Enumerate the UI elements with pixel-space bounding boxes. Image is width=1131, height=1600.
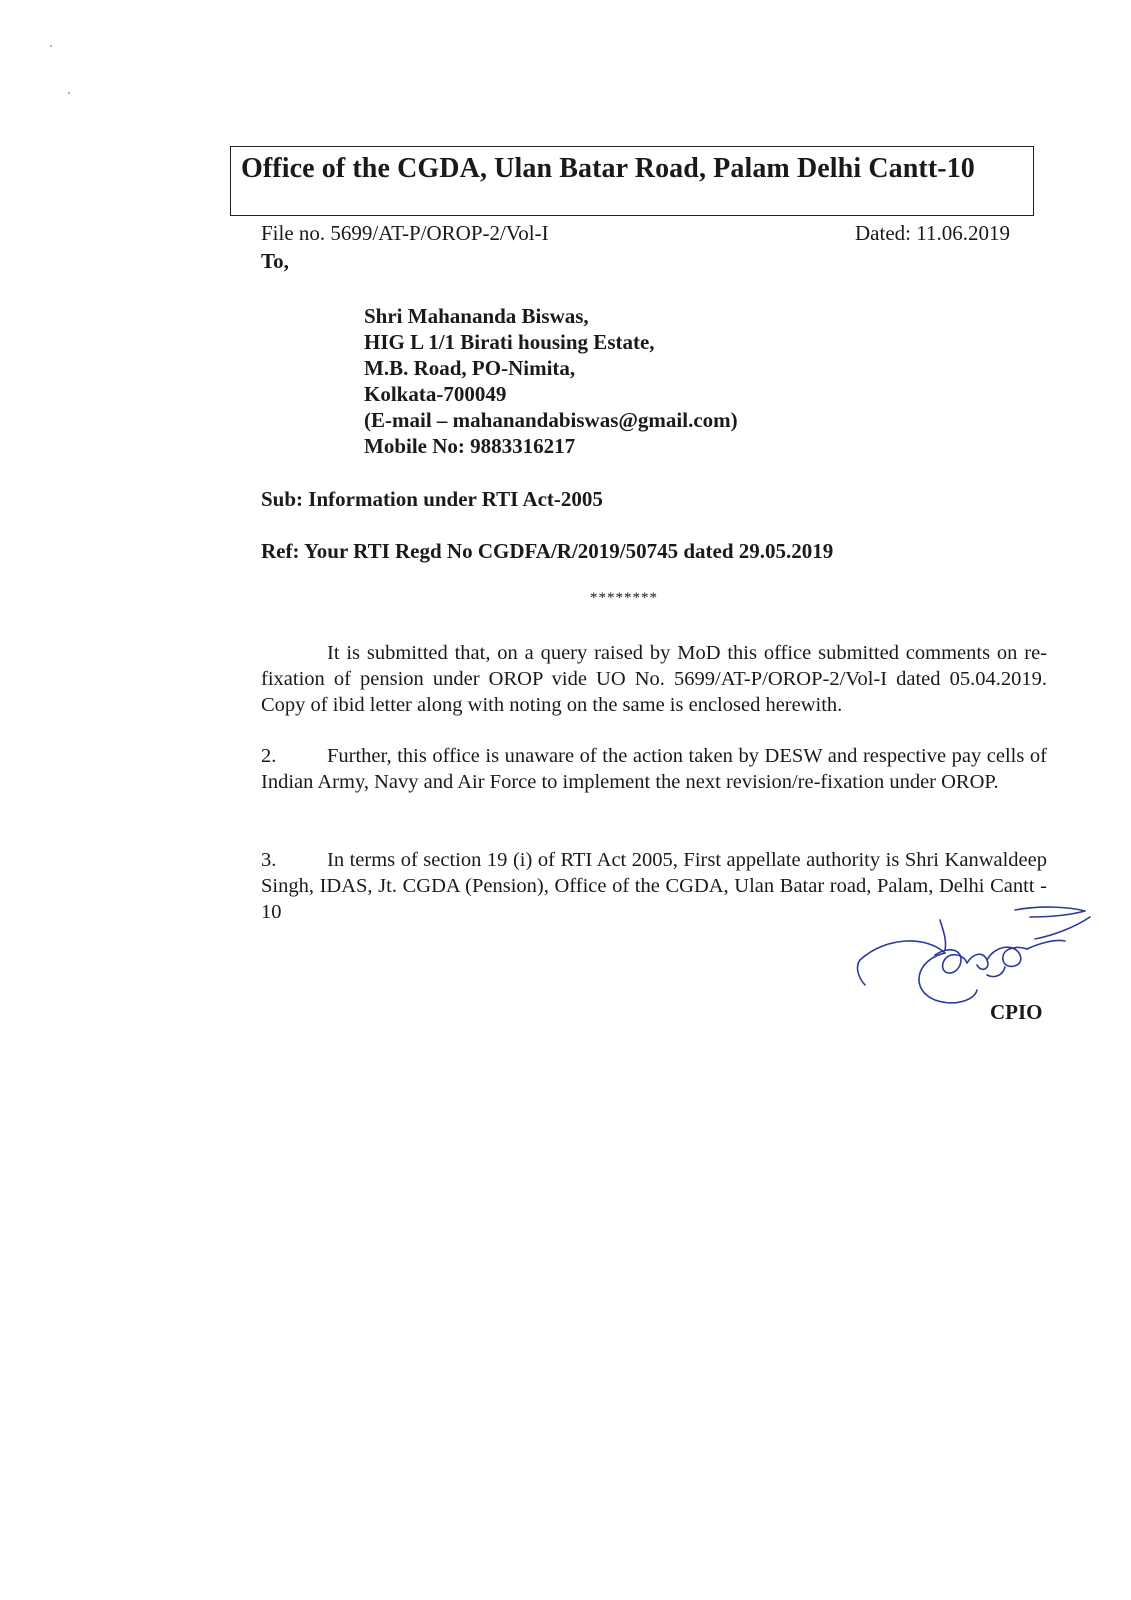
letter-date: Dated: 11.06.2019 — [855, 221, 1010, 245]
paragraph-text: Further, this office is unaware of the action taken by DESW and respective pay cells of Indian Army, Navy and Air Force to implement the next revision/re-fixation under OROP. — [261, 745, 1047, 793]
recipient-address — [364, 303, 738, 459]
file-number: File no. 5699/AT-P/OROP-2/Vol-I — [261, 221, 549, 245]
recipient-mobile: Mobile No: 9883316217 — [364, 434, 576, 458]
subject-line: Sub: Information under RTI Act-2005 — [261, 487, 603, 511]
scan-speck — [68, 92, 70, 94]
paragraph-text: In terms of section 19 (i) of RTI Act 2005, First appellate authority is Shri Kanwaldeep Singh, IDAS, Jt. CGDA (Pension), Office of the CGDA, Ulan Batar road, Palam, Delhi Cantt - 10 — [261, 849, 1047, 923]
body-paragraph-1: It is submitted that, on a query raised by MoD this office submitted comments on re-fixation of pension under OROP vide UO No. 5699/AT-P/OROP-2/Vol-I dated 05.04.2019. Copy of ibid letter along with noting on the same is enclosed herewith. — [261, 642, 1047, 716]
recipient-address-line: HIG L 1/1 Birati housing Estate, — [364, 330, 655, 354]
recipient-address-line: M.B. Road, PO-Nimita, — [364, 356, 576, 380]
handwritten-signature — [855, 905, 1095, 1015]
recipient-name: Shri Mahananda Biswas, — [364, 304, 589, 328]
asterisk-separator: ******** — [590, 590, 658, 606]
body-paragraph-2 — [261, 743, 1047, 795]
salutation-to: To, — [261, 249, 289, 273]
letterhead-box — [230, 146, 1034, 216]
letterhead-title: Office of the CGDA, Ulan Batar Road, Palam Delhi Cantt-10 — [241, 153, 975, 184]
signatory-designation: CPIO — [990, 1000, 1043, 1024]
paragraph-number: 3. — [261, 849, 277, 871]
recipient-address-line: Kolkata-700049 — [364, 382, 507, 406]
scan-speck — [50, 45, 52, 47]
recipient-email: (E-mail – mahanandabiswas@gmail.com) — [364, 408, 738, 432]
reference-line: Ref: Your RTI Regd No CGDFA/R/2019/50745 dated 29.05.2019 — [261, 539, 834, 563]
paragraph-number: 2. — [261, 745, 277, 767]
